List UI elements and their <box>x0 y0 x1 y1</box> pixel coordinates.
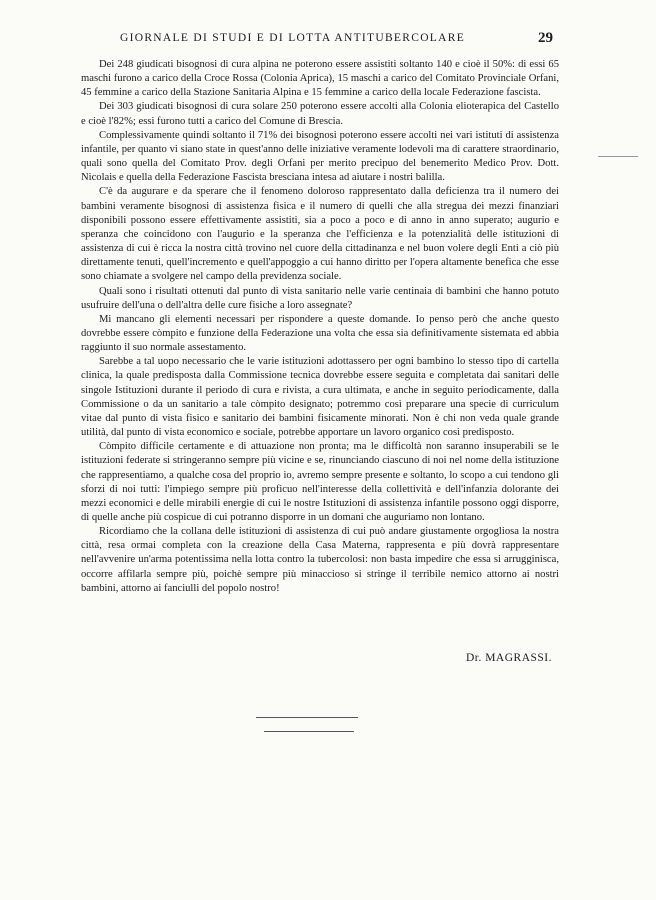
separator-line <box>256 717 358 718</box>
paragraph: C'è da augurare e da sperare che il fenomeno doloroso rappresentato dalla deficienza tra il numero dei bambini veramente bisognosi di assistenza fisica e il numero di quelli che alla stregua dei mezzi finanziari disponibili possono essere effettivamente assistiti, sia a poco a poco e di anno in anno superato; augurio e speranza che coincidono con l'augurio e la speranza che l'efficienza e la potenzialità delle istituzioni di assistenza di cui è ricca la nostra città trovino nel cuore della cittadinanza e nel buon volere degli Enti a ciò più direttamente tenuti, quell'incremento e quell'appoggio a cui hanno diritto per l'opera altamente benefica che esse sono chiamate a svolgere nel campo della previdenza sociale. <box>81 186 559 283</box>
paragraph: Ricordiamo che la collana delle istituzioni di assistenza di cui può andare giustamente orgogliosa la nostra città, resa ormai completa con la creazione della Casa Materna, rappresenta e più dovrà rappresentare nell'avvenire un'arma potentissima nella lotta contro la tubercolosi: non basta impedire che essa si arrugginisca, occorre affilarla sempre più, poichè sempre più minaccioso si stringe il terribile nemico attorno ai nostri bambini, attorno ai fanciulli del popolo nostro! <box>81 526 559 594</box>
author-signature: Dr. MAGRASSI. <box>465 652 552 664</box>
paragraph: Quali sono i risultati ottenuti dal punto di vista sanitario nelle varie centinaia di bambini che hanno potuto usufruire dell'una o dell'altra delle cure fisiche a loro assegnate? <box>81 285 559 311</box>
paragraph: Dei 248 giudicati bisognosi di cura alpina ne poterono essere assistiti soltanto 140 e cioè il 50%: di essi 65 maschi furono a carico della Croce Rossa (Colonia Aprica), 15 maschi a carico del Comitato Provinciale Orfani, 45 femmine a carico della Stazione Sanitaria Alpina e 15 femmine a carico della locale Federazione fascista. <box>81 59 559 99</box>
paragraph: Sarebbe a tal uopo necessario che le varie istituzioni adottassero per ogni bambino lo stesso tipo di cartella clinica, la quale predisposta dalla Commissione tecnica dovrebbe essere seguita e completata dai sanitari delle singole Istituzioni durante il periodo di cura e rivista, a cura ultimata, e anche in seguito periodicamente, dalla Commissione o da un sanitario a tale còmpito designato; potremmo così preparare una specie di curriculum vitae dal punto di vista fisico e sanitario dei bambini fisicamente minorati. Non è chi non veda quale grande utilità, dal punto di vista economico e sociale, potrebbe apportare un lavoro organico così predisposto. <box>81 356 559 439</box>
paragraph: Dei 303 giudicati bisognosi di cura solare 250 poterono essere accolti alla Colonia elioterapica del Castello e cioè l'82%; essi furono tutti a carico del Comune di Brescia. <box>81 101 559 127</box>
article-body <box>81 58 559 596</box>
page-number: 29 <box>538 30 553 46</box>
running-title: GIORNALE DI STUDI E DI LOTTA ANTITUBERCOLARE <box>120 32 466 44</box>
separator-line <box>264 731 354 732</box>
margin-mark <box>598 156 638 157</box>
paragraph: Complessivamente quindi soltanto il 71% dei bisognosi poterono essere accolti nei vari istituti di assistenza infantile, per quanto vi siano state in quest'anno delle iniziative veramente lodevoli ma di carattere straordinario, quali sono quella del Comitato Prov. degli Orfani per merito precipuo del benemerito Medico Prov. Dott. Nicolais e quella della Federazione Fascista bresciana intesa ad aiutare i nostri balilla. <box>81 129 559 184</box>
paragraph: Còmpito difficile certamente e di attuazione non pronta; ma le difficoltà non saranno insuperabili se le istituzioni federate si stringeranno sempre più vicine e se, rinunciando ciascuno di noi nel nome della istituzione che rappresentiamo, a qualche cosa del proprio io, avremo sempre presente e soltanto, lo scopo a cui tendono gli sforzi di noi tutti: l'impiego sempre più proficuo nell'interesse della collettività e dell'infanzia dolorante dei mezzi economici e delle mirabili energie di cui le nostre Istituzioni di assistenza infantile possono oggi disporre, di quelle anche più cospicue di cui potranno disporre in un domani che auguriamo non lontano. <box>81 441 559 523</box>
page-header <box>120 30 551 50</box>
paragraph: Mi mancano gli elementi necessari per rispondere a queste domande. Io penso però che anche questo dovrebbe essere còmpito e funzione della Federazione una volta che essa sia definitivamente sistemata ed abbia raggiunto il suo normale assestamento. <box>81 313 559 354</box>
